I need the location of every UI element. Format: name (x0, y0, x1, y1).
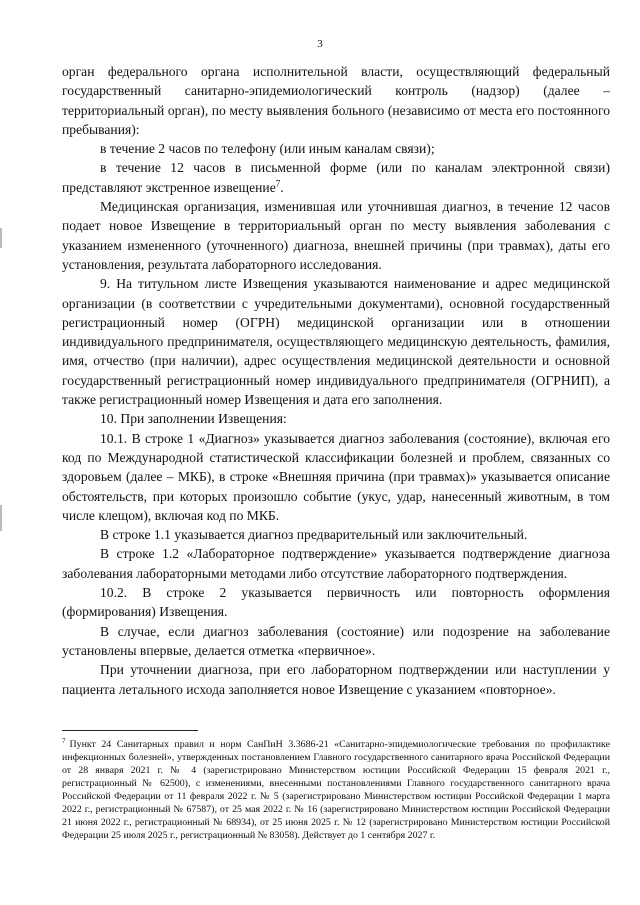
paragraph: В строке 1.2 «Лабораторное подтверждение» указывается подтверждение диагноза заболевания лабораторными методами либо отсутствие лабораторного подтверждения. (62, 546, 610, 581)
scan-edge-mark (0, 228, 2, 248)
footnote-separator (62, 730, 198, 731)
paragraph: В строке 1.1 указывается диагноз предварительный или заключительный. (100, 527, 528, 543)
paragraph: Медицинская организация, изменившая или уточнившая диагноз, в течение 12 часов подает новое Извещение в территориальный орган по месту выявления заболевания с указанием измененного (уточненного) диагноза, внешней причины (при травмах), даты его установления, результата лабораторного исследования. (62, 199, 610, 272)
page-number: 3 (317, 38, 323, 50)
footnote-body: Пункт 24 Санитарных правил и норм СанПиН 3.3686-21 «Санитарно-эпидемиологические требования по профилактике инфекционных болезней», утвержденных постановлением Главного государственного санитарного врача Российской Федерации от 28 января 2021 г. № 4 (зарегистрировано Министерством юстиции Российской Федерации 15 февраля 2021 г., регистрационный № 62500), с изменениями, внесенными постановлениями Главного государственного санитарного врача Российской Федерации от 11 февраля 2022 г. № 5 (зарегистрировано Министерством юстиции Российской Федерации 1 марта 2022 г., регистрационный № 67587), от 25 мая 2022 г. № 16 (зарегистрировано Министерством юстиции Российской Федерации 21 июня 2022 г., регистрационный № 68934), от 25 июня 2025 г. № 12 (зарегистрировано Министерством юстиции Российской Федерации 25 июля 2025 г., регистрационный № 83058). Действует до 1 сентября 2027 г. (62, 739, 610, 841)
paragraph: в течение 2 часов по телефону (или иным каналам связи); (100, 141, 435, 157)
body-text (62, 62, 610, 699)
paragraph: в течение 12 часов в письменной форме (или по каналам электронной связи) представляют экстренное извещение$^7$. (62, 160, 610, 195)
paragraph: 9. На титульном листе Извещения указываются наименование и адрес медицинской организации (в соответствии с учредительными документами), основной государственный регистрационный номер (ОГРН) медицинской организации или в отношении индивидуального предпринимателя, осуществляющего медицинскую деятельность, фамилия, имя, отчество (при наличии), адрес осуществления медицинской деятельности и основной государственный регистрационный номер индивидуального предпринимателя (ОГРНИП), а также регистрационный номер Извещения и дата его заполнения. (62, 276, 610, 408)
paragraph: орган федерального органа исполнительной власти, осуществляющий федеральный государственный санитарно-эпидемиологический контроль (надзор) (далее – территориальный орган), по месту выявления больного (независимо от места его постоянного пребывания): (62, 64, 610, 137)
paragraph: 10.1. В строке 1 «Диагноз» указывается диагноз заболевания (состояние), включая его код по Международной статистической классификации болезней и проблем, связанных со здоровьем (далее – МКБ), в строке «Внешняя причина (при травмах)» указывается описание обстоятельств, при которых произошло событие (укус, удар, нанесенный животным, в том числе клещом), включая код по МКБ. (62, 430, 610, 523)
footnote-text (62, 738, 610, 842)
footnote (62, 738, 610, 842)
footnote-reference[interactable]: 7 (275, 178, 281, 189)
paragraph: 10. При заполнении Извещения: (100, 411, 287, 427)
scan-edge-mark (0, 505, 2, 531)
paragraph: В случае, если диагноз заболевания (состояние) или подозрение на заболевание установлены впервые, делается отметка «первичное». (62, 623, 610, 658)
paragraph-text: в течение 12 часов в письменной форме (или по каналам электронной связи) представляют экстренное извещение (62, 160, 610, 195)
footnote-mark: 7 (62, 736, 66, 745)
paragraph: 10.2. В строке 2 указывается первичность или повторность оформления (формирования) Извещения. (62, 585, 610, 620)
paragraph: При уточнении диагноза, при его лабораторном подтверждении или наступлении у пациента летального исхода заполняется новое Извещение с указанием «повторное». (62, 662, 610, 697)
